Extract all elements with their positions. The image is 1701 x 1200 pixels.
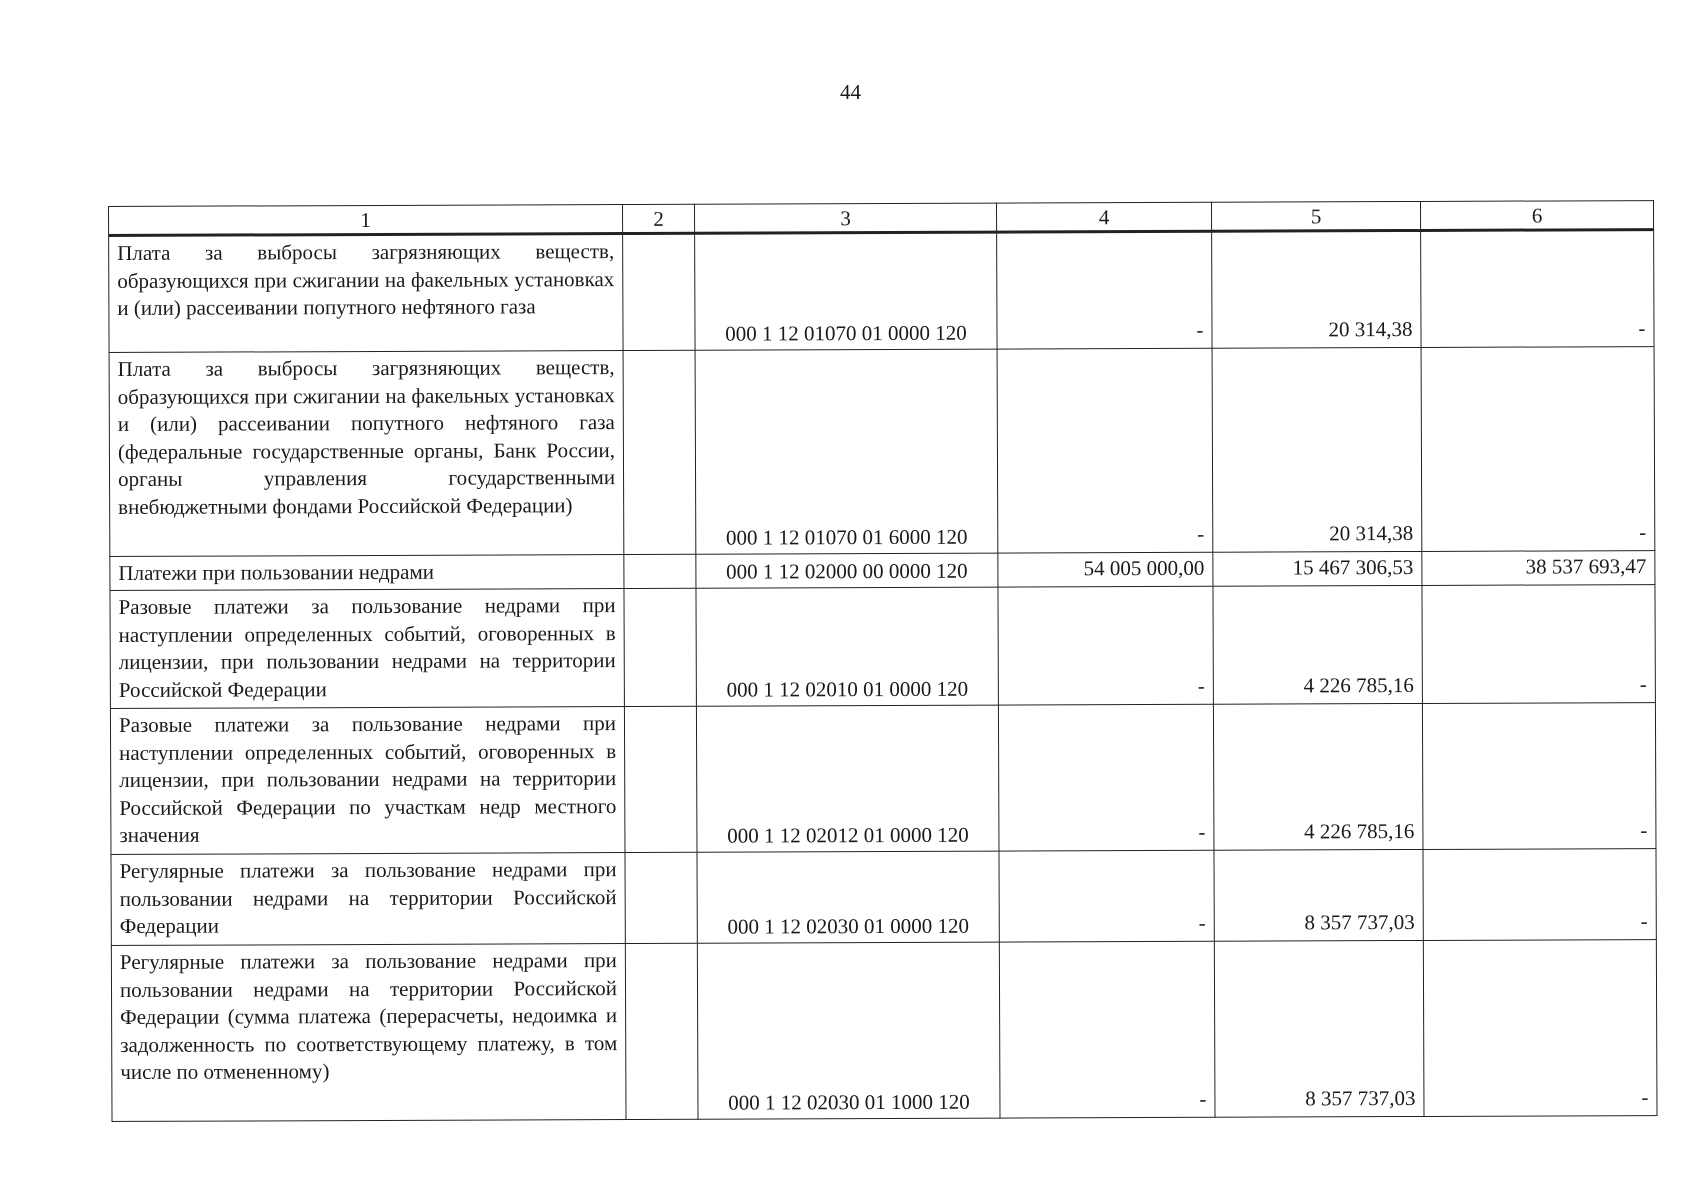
table-row — [109, 347, 1655, 557]
row-col2-cell — [625, 852, 697, 943]
row-code-cell: 000 1 12 02030 01 1000 120 — [697, 942, 1000, 1119]
row-name-cell: Регулярные платежи за пользование недрами при пользовании недрами на территории Российской Федерации — [111, 853, 625, 946]
row-col6-cell: - — [1423, 849, 1656, 941]
row-col2-cell — [623, 233, 695, 350]
row-col6-cell: - — [1421, 230, 1654, 348]
row-col4-cell: - — [998, 586, 1213, 705]
row-code-cell: 000 1 12 02010 01 0000 120 — [696, 587, 998, 706]
row-col6-cell: - — [1423, 940, 1657, 1117]
table-row — [110, 703, 1656, 855]
row-name-cell: Разовые платежи за пользование недрами при наступлении определенных событий, оговоренных в лицензии, при пользовании недрами на территории Российской Федерации по участкам недр местного значения — [110, 707, 625, 855]
table-row — [111, 849, 1656, 946]
row-col6-cell: 38 537 693,47 — [1422, 551, 1655, 586]
row-col4-cell: 54 005 000,00 — [998, 552, 1213, 587]
row-col4-cell: - — [998, 704, 1214, 851]
row-col5-cell: 20 314,38 — [1212, 230, 1421, 348]
page-number: 44 — [840, 80, 861, 104]
row-name-cell: Регулярные платежи за пользование недрами при пользовании недрами на территории Российской Федерации (сумма платежа (перерасчеты, недоимка и задолженность по соответствующему платежу, в том числе по отмененному) — [111, 944, 626, 1122]
table-row — [111, 940, 1657, 1122]
row-code-cell: 000 1 12 02012 01 0000 120 — [696, 705, 999, 852]
row-col2-cell — [624, 706, 697, 852]
row-col2-cell — [624, 554, 696, 588]
row-col4-cell: - — [999, 941, 1215, 1118]
row-col5-cell: 20 314,38 — [1212, 347, 1422, 552]
row-col2-cell — [625, 943, 698, 1119]
row-code-cell: 000 1 12 02030 01 0000 120 — [697, 851, 999, 943]
row-col2-cell — [624, 588, 696, 706]
row-col6-cell: - — [1422, 703, 1656, 850]
row-col4-cell: - — [997, 231, 1212, 349]
table-body — [109, 230, 1657, 1122]
row-code-cell: 000 1 12 01070 01 6000 120 — [695, 349, 998, 554]
row-col5-cell: 4 226 785,16 — [1213, 703, 1423, 850]
row-name-cell: Плата за выбросы загрязняющих веществ, образующихся при сжигании на факельных установках и (или) рассеивании попутного нефтяного газа — [109, 234, 623, 353]
row-col6-cell: - — [1422, 585, 1655, 704]
header-col-6: 6 — [1420, 201, 1653, 231]
row-name-cell: Платежи при пользовании недрами — [110, 555, 624, 591]
row-col5-cell: 15 467 306,53 — [1213, 551, 1422, 586]
row-name-cell: Плата за выбросы загрязняющих веществ, образующихся при сжигании на факельных установках и (или) рассеивании попутного нефтяного газа (федеральные государственные органы, Банк России, органы управления государственными внебюджетными фондами Российской Федерации) — [109, 351, 624, 557]
row-col5-cell: 8 357 737,03 — [1214, 940, 1424, 1117]
row-col2-cell — [623, 350, 696, 554]
header-col-2: 2 — [622, 204, 694, 233]
header-col-4: 4 — [996, 202, 1211, 232]
table-row — [109, 230, 1654, 353]
row-col5-cell: 4 226 785,16 — [1213, 585, 1422, 704]
header-col-1: 1 — [109, 205, 623, 236]
header-col-3: 3 — [694, 203, 996, 233]
row-col4-cell: - — [997, 348, 1213, 553]
table-row — [110, 585, 1655, 709]
revenue-table — [108, 200, 1658, 1122]
row-col6-cell: - — [1421, 347, 1655, 552]
header-col-5: 5 — [1211, 201, 1420, 231]
row-col4-cell: - — [999, 850, 1214, 942]
row-code-cell: 000 1 12 01070 01 0000 120 — [695, 232, 997, 350]
row-name-cell: Разовые платежи за пользование недрами при наступлении определенных событий, оговоренных в лицензии, при пользовании недрами на территории Российской Федерации — [110, 589, 624, 709]
row-col5-cell: 8 357 737,03 — [1214, 849, 1423, 941]
row-code-cell: 000 1 12 02000 00 0000 120 — [696, 553, 998, 588]
